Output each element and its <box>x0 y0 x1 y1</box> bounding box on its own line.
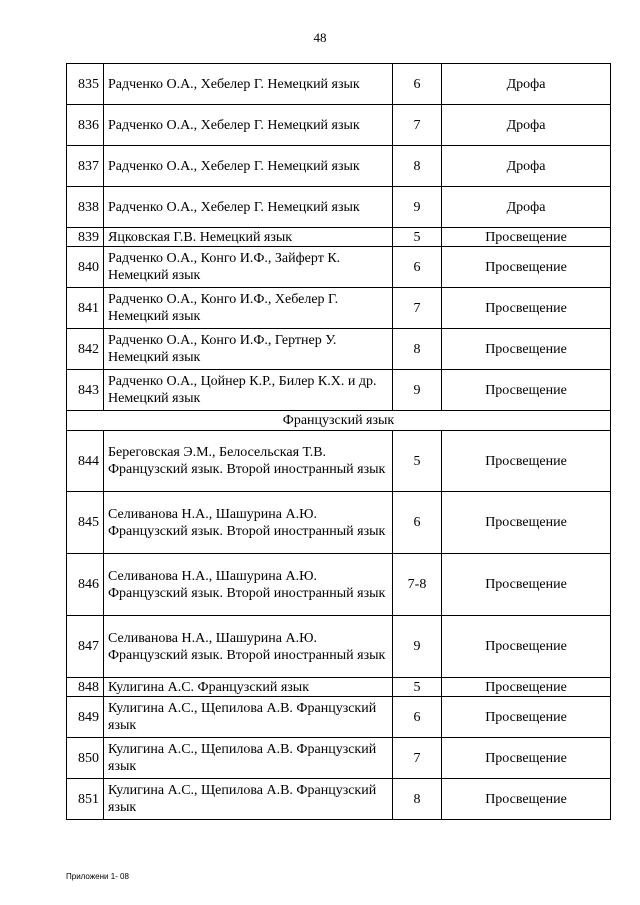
row-grade: 7 <box>393 288 442 329</box>
row-number: 838 <box>67 187 104 228</box>
row-grade: 5 <box>393 431 442 492</box>
row-publisher: Просвещение <box>442 554 611 616</box>
table-row <box>67 228 611 247</box>
row-grade: 7 <box>393 105 442 146</box>
row-title: Радченко О.А., Хебелер Г. Немецкий язык <box>104 187 393 228</box>
row-publisher: Просвещение <box>442 431 611 492</box>
row-publisher: Просвещение <box>442 370 611 411</box>
row-number: 844 <box>67 431 104 492</box>
row-publisher: Просвещение <box>442 329 611 370</box>
row-publisher: Просвещение <box>442 678 611 697</box>
row-number: 841 <box>67 288 104 329</box>
row-number: 837 <box>67 146 104 187</box>
table-row <box>67 616 611 678</box>
row-publisher: Просвещение <box>442 779 611 820</box>
row-publisher: Дрофа <box>442 105 611 146</box>
table-row <box>67 370 611 411</box>
row-title: Радченко О.А., Цойнер К.Р., Билер К.Х. и др. Немецкий язык <box>104 370 393 411</box>
table-row <box>67 146 611 187</box>
row-grade: 6 <box>393 247 442 288</box>
table-row <box>67 64 611 105</box>
row-publisher: Просвещение <box>442 288 611 329</box>
row-publisher: Дрофа <box>442 64 611 105</box>
row-grade: 9 <box>393 370 442 411</box>
row-title: Селиванова Н.А., Шашурина А.Ю. Французский язык. Второй иностранный язык <box>104 492 393 554</box>
row-publisher: Просвещение <box>442 697 611 738</box>
row-title: Радченко О.А., Хебелер Г. Немецкий язык <box>104 105 393 146</box>
section-title: Французский язык <box>67 411 611 431</box>
table-row <box>67 288 611 329</box>
row-number: 843 <box>67 370 104 411</box>
row-number: 849 <box>67 697 104 738</box>
table-row <box>67 492 611 554</box>
row-publisher: Просвещение <box>442 247 611 288</box>
row-number: 839 <box>67 228 104 247</box>
row-title: Яцковская Г.В. Немецкий язык <box>104 228 393 247</box>
row-number: 851 <box>67 779 104 820</box>
row-grade: 7-8 <box>393 554 442 616</box>
footer-note: Приложени 1- 08 <box>66 872 129 881</box>
section-row <box>67 411 611 431</box>
table-row <box>67 431 611 492</box>
row-grade: 7 <box>393 738 442 779</box>
table-row <box>67 187 611 228</box>
row-number: 848 <box>67 678 104 697</box>
row-grade: 5 <box>393 678 442 697</box>
row-title: Кулигина А.С., Щепилова А.В. Французский язык <box>104 738 393 779</box>
row-title: Радченко О.А., Хебелер Г. Немецкий язык <box>104 64 393 105</box>
row-title: Береговская Э.М., Белосельская Т.В. Французский язык. Второй иностранный язык <box>104 431 393 492</box>
table-row <box>67 105 611 146</box>
row-title: Радченко О.А., Конго И.Ф., Хебелер Г. Немецкий язык <box>104 288 393 329</box>
row-grade: 8 <box>393 146 442 187</box>
row-publisher: Дрофа <box>442 146 611 187</box>
row-title: Радченко О.А., Конго И.Ф., Зайферт К. Немецкий язык <box>104 247 393 288</box>
row-publisher: Дрофа <box>442 187 611 228</box>
row-number: 840 <box>67 247 104 288</box>
row-grade: 8 <box>393 329 442 370</box>
row-number: 846 <box>67 554 104 616</box>
textbook-table <box>66 63 611 820</box>
row-number: 842 <box>67 329 104 370</box>
row-title: Селиванова Н.А., Шашурина А.Ю. Французский язык. Второй иностранный язык <box>104 616 393 678</box>
row-grade: 9 <box>393 187 442 228</box>
row-publisher: Просвещение <box>442 228 611 247</box>
row-title: Кулигина А.С. Французский язык <box>104 678 393 697</box>
row-title: Радченко О.А., Хебелер Г. Немецкий язык <box>104 146 393 187</box>
row-number: 845 <box>67 492 104 554</box>
table-row <box>67 329 611 370</box>
table-row <box>67 247 611 288</box>
row-title: Кулигина А.С., Щепилова А.В. Французский язык <box>104 779 393 820</box>
table-row <box>67 697 611 738</box>
row-number: 836 <box>67 105 104 146</box>
table-row <box>67 779 611 820</box>
row-grade: 5 <box>393 228 442 247</box>
row-grade: 9 <box>393 616 442 678</box>
row-number: 850 <box>67 738 104 779</box>
row-publisher: Просвещение <box>442 738 611 779</box>
row-grade: 6 <box>393 64 442 105</box>
row-number: 835 <box>67 64 104 105</box>
table-row <box>67 554 611 616</box>
table-row <box>67 738 611 779</box>
row-grade: 8 <box>393 779 442 820</box>
row-number: 847 <box>67 616 104 678</box>
row-title: Кулигина А.С., Щепилова А.В. Французский язык <box>104 697 393 738</box>
row-grade: 6 <box>393 492 442 554</box>
table-row <box>67 678 611 697</box>
page-number: 48 <box>313 30 327 45</box>
row-publisher: Просвещение <box>442 492 611 554</box>
row-grade: 6 <box>393 697 442 738</box>
row-title: Селиванова Н.А., Шашурина А.Ю. Французский язык. Второй иностранный язык <box>104 554 393 616</box>
row-title: Радченко О.А., Конго И.Ф., Гертнер У. Немецкий язык <box>104 329 393 370</box>
row-publisher: Просвещение <box>442 616 611 678</box>
